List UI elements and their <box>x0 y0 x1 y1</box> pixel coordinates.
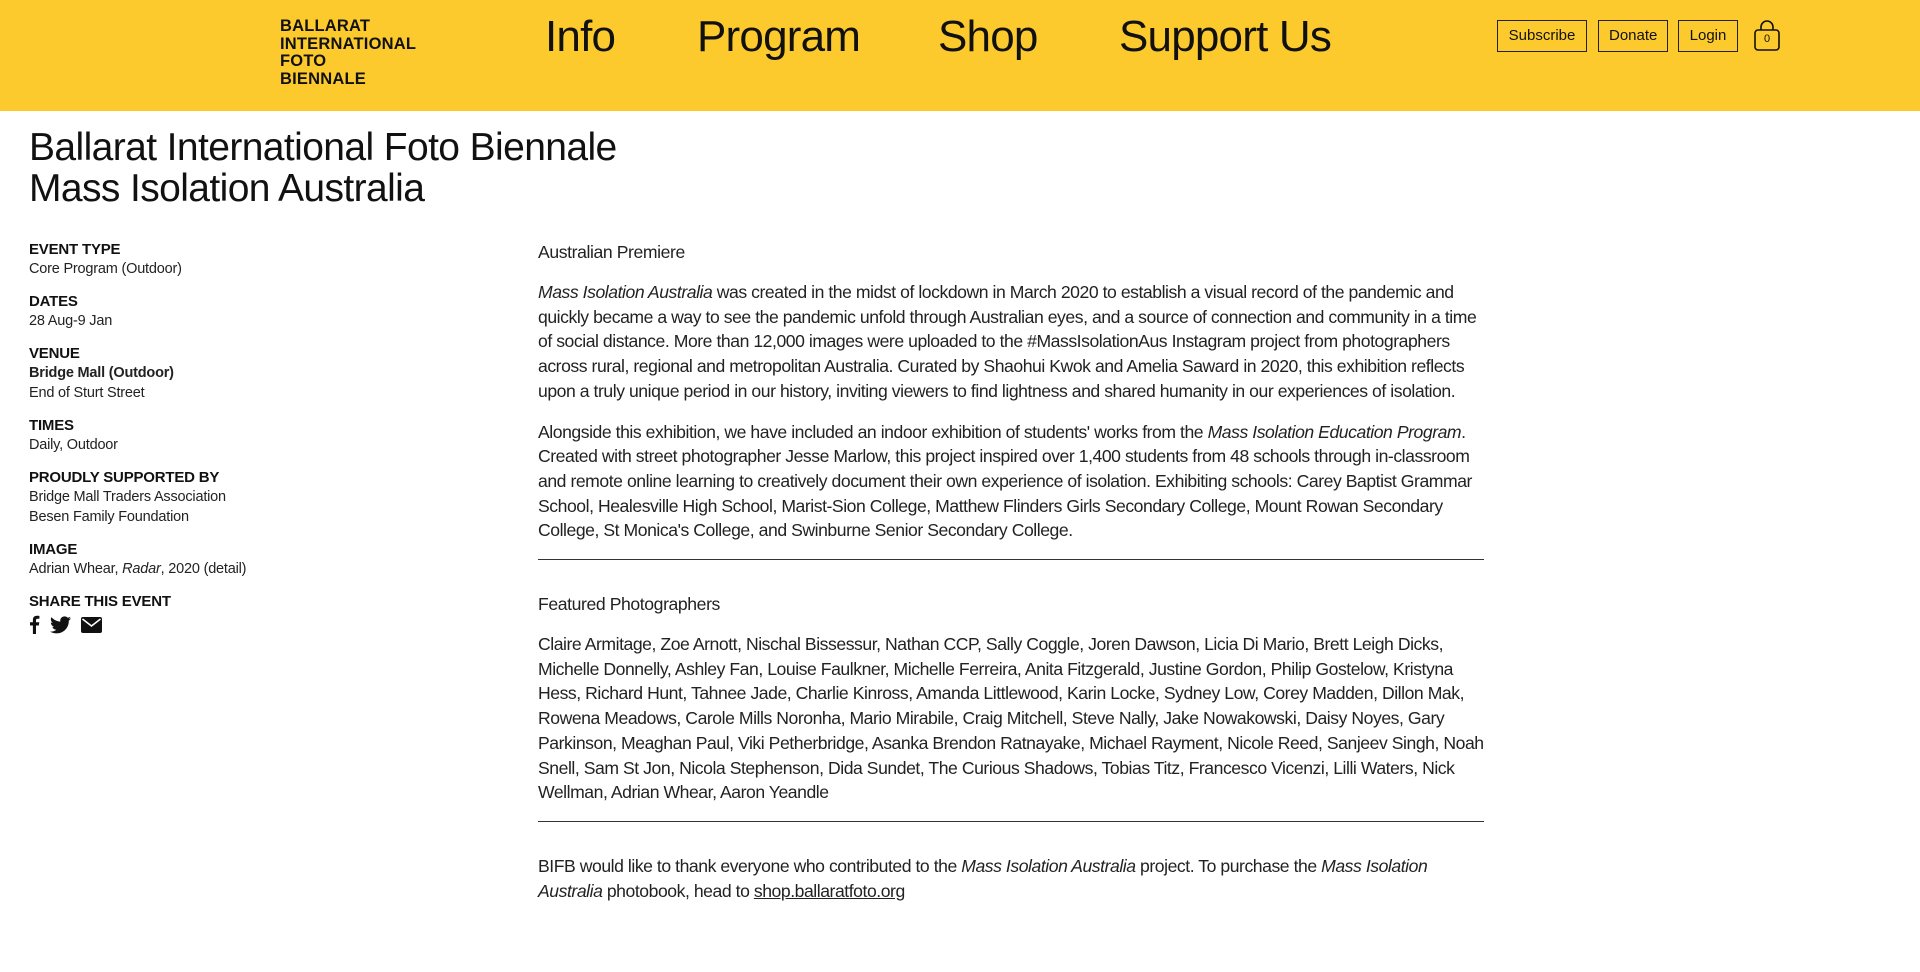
cart-button[interactable] <box>1752 18 1782 54</box>
image-label: IMAGE <box>29 541 78 558</box>
dates-value: 28 Aug-9 Jan <box>29 313 113 329</box>
paragraph-text: . Created with street photographer Jesse Marlow, this project inspired over 1,400 students from 48 schools through in-classroom and remote online learning to creatively document their own experience of isolation. Exhibiting schools: Carey Baptist Grammar School, Healesville High School, Marist-Sion College, Matthew Flinders Girls Secondary College, Mount Rowan Secondary College, St Monica's College, and Swinburne Senior Secondary College. <box>538 421 1472 541</box>
nav-shop[interactable]: Shop <box>938 12 1038 61</box>
supporter-item: Besen Family Foundation <box>29 509 189 525</box>
venue-name: Bridge Mall (Outdoor) <box>29 365 174 381</box>
nav-info[interactable]: Info <box>545 12 616 61</box>
times-block <box>29 417 449 455</box>
venue-label: VENUE <box>29 345 80 362</box>
times-label: TIMES <box>29 417 74 434</box>
site-logo[interactable] <box>280 18 416 88</box>
event-type-block <box>29 241 449 279</box>
share-label: SHARE THIS EVENT <box>29 593 171 610</box>
dates-block <box>29 293 449 331</box>
title-line-1: Ballarat International Foto Biennale <box>29 126 617 169</box>
paragraph-text: photobook, head to <box>602 880 754 901</box>
title-line-2: Mass Isolation Australia <box>29 167 425 210</box>
paragraph-text: Alongside this exhibition, we have included an indoor exhibition of students' works from the <box>538 421 1208 442</box>
photographers-list: Claire Armitage, Zoe Arnott, Nischal Bissessur, Nathan CCP, Sally Coggle, Joren Dawson, Licia Di Mario, Brett Leigh Dicks, Michelle Donnelly, Ashley Fan, Louise Faulkner, Michelle Ferreira, Anita Fitzgerald, Justine Gordon, Philip Gostelow, Kristyna Hess, Richard Hunt, Tahnee Jade, Charlie Kinross, Amanda Littlewood, Karin Locke, Sydney Low, Corey Madden, Dillon Mak, Rowena Meadows, Carole Mills Noronha, Mario Mirabile, Craig Mitchell, Steve Nally, Jake Nowakowski, Daisy Noyes, Gary Parkinson, Meaghan Paul, Viki Petherbridge, Asanka Brendon Ratnayake, Michael Rayment, Nicole Reed, Sanjeev Singh, Noah Snell, Sam St Jon, Nicola Stephenson, Dida Sundet, The Curious Shadows, Tobias Titz, Francesco Vicenzi, Lilli Waters, Nick Wellman, Adrian Whear, Aaron Yeandle <box>538 634 1484 803</box>
featured-photographers-heading: Featured Photographers <box>538 594 720 615</box>
shop-link[interactable]: shop.ballaratfoto.org <box>753 880 905 901</box>
section-divider <box>538 559 1484 560</box>
thanks-paragraph <box>538 854 1484 903</box>
paragraph-text: BIFB would like to thank everyone who contributed to the <box>538 855 962 876</box>
logo-line: FOTO <box>280 52 327 70</box>
login-button[interactable]: Login <box>1678 20 1738 52</box>
paragraph-text: project. To purchase the <box>1135 855 1322 876</box>
email-icon[interactable] <box>81 617 102 633</box>
supporters-block <box>29 469 449 527</box>
event-details-sidebar <box>29 241 449 648</box>
logo-line: BALLARAT <box>280 17 371 35</box>
description-paragraph-1 <box>538 280 1484 404</box>
program-title: Mass Isolation Education Program <box>1207 421 1462 442</box>
share-block <box>29 593 449 634</box>
image-credit <box>29 559 449 579</box>
logo-line: INTERNATIONAL <box>280 34 417 53</box>
supporter-item: Bridge Mall Traders Association <box>29 489 226 505</box>
dates-label: DATES <box>29 293 78 310</box>
description-paragraph-2 <box>538 420 1484 544</box>
nav-support-us[interactable]: Support Us <box>1119 12 1332 61</box>
venue-block <box>29 345 449 403</box>
image-artist: Adrian Whear, <box>29 561 119 577</box>
site-header <box>0 0 1920 111</box>
venue-address: End of Sturt Street <box>29 385 145 401</box>
event-type-value: Core Program (Outdoor) <box>29 261 182 277</box>
page-title <box>29 127 617 209</box>
photobook-title: Mass Isolation Australia <box>538 855 1428 901</box>
image-credit-block <box>29 541 449 579</box>
paragraph-text: was created in the midst of lockdown in March 2020 to establish a visual record of the pandemic and quickly became a way to see the pandemic unfold through Australian eyes, and a source of connection and community in a time of social distance. More than 12,000 images were uploaded to the #MassIsolationAus Instagram project from photographers across rural, regional and metropolitan Australia. Curated by Shaohui Kwok and Amelia Saward in 2020, this exhibition reflects upon a truly unique period in our history, inviting viewers to find lightness and shared humanity in our experiences of isolation. <box>538 282 1477 401</box>
subscribe-button[interactable]: Subscribe <box>1497 20 1587 52</box>
event-description <box>538 240 1484 919</box>
image-work-title: Radar <box>122 561 161 577</box>
facebook-icon[interactable] <box>29 615 40 634</box>
project-title: Mass Isolation Australia <box>961 855 1136 876</box>
project-title: Mass Isolation Australia <box>538 282 713 302</box>
cart-count: 0 <box>1763 33 1771 45</box>
section-divider <box>538 821 1484 822</box>
donate-button[interactable]: Donate <box>1598 20 1668 52</box>
twitter-icon[interactable] <box>50 616 71 634</box>
premiere-heading: Australian Premiere <box>538 242 685 262</box>
share-icons <box>29 615 449 634</box>
supporters-label: PROUDLY SUPPORTED BY <box>29 469 220 486</box>
nav-program[interactable]: Program <box>697 12 861 61</box>
logo-line: BIENNALE <box>280 69 366 88</box>
image-credit-rest: , 2020 (detail) <box>160 561 247 577</box>
times-value: Daily, Outdoor <box>29 437 118 453</box>
event-type-label: EVENT TYPE <box>29 241 121 258</box>
